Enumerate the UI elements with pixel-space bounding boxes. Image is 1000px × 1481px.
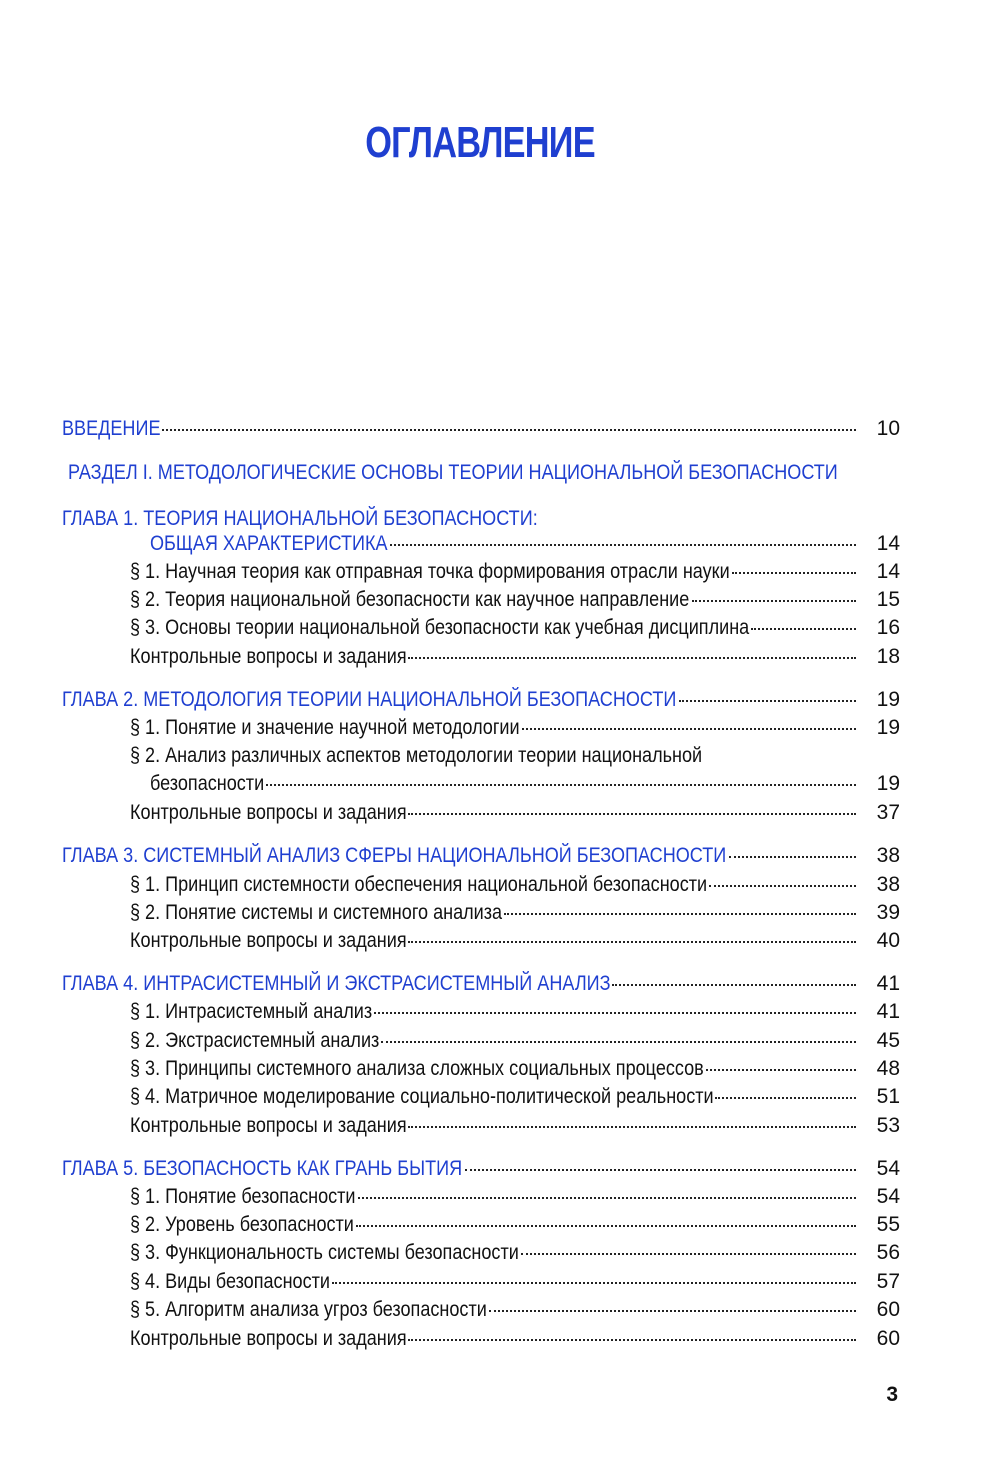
toc-entry-label: § 2. Экстрасистемный анализ: [130, 1029, 380, 1052]
toc-entry-chapter-1[interactable]: [0, 530, 1000, 558]
toc-entry[interactable]: [0, 586, 1000, 614]
dot-leader: [408, 940, 856, 943]
dot-leader: [709, 884, 856, 887]
toc-entry[interactable]: [0, 1268, 1000, 1296]
toc-entry-page: 45: [876, 1029, 900, 1052]
toc-entry[interactable]: [0, 1239, 1000, 1267]
dot-leader: [489, 1309, 856, 1312]
toc-entry-page: 14: [876, 560, 900, 583]
toc-entry[interactable]: [0, 614, 1000, 642]
toc-entry[interactable]: [0, 1211, 1000, 1239]
toc-entry-label: ГЛАВА 2. МЕТОДОЛОГИЯ ТЕОРИИ НАЦИОНАЛЬНОЙ БЕЗОПАСНОСТИ: [62, 688, 677, 711]
toc-entry-label: § 1. Принцип системности обеспечения национальной безопасности: [130, 873, 708, 896]
toc-entry[interactable]: [0, 1027, 1000, 1055]
toc-entry-page: 37: [876, 801, 900, 824]
toc-entry[interactable]: [0, 558, 1000, 586]
toc-entry[interactable]: [0, 643, 1000, 671]
toc-entry-page: 19: [876, 716, 900, 739]
toc-entry-page: 38: [876, 873, 900, 896]
toc-entry-chapter-2[interactable]: [0, 686, 1000, 714]
toc-entry-label: § 2. Теория национальной безопасности как научное направление: [130, 588, 690, 611]
toc-entry-page: 14: [876, 532, 900, 555]
toc-entry-intro[interactable]: [0, 415, 1000, 443]
toc-entry-label: ГЛАВА 3. СИСТЕМНЫЙ АНАЛИЗ СФЕРЫ НАЦИОНАЛЬНОЙ БЕЗОПАСНОСТИ: [62, 844, 727, 867]
dot-leader: [612, 983, 856, 986]
toc-entry-label: § 1. Понятие и значение научной методологии: [130, 716, 520, 739]
toc-entry[interactable]: [0, 799, 1000, 827]
toc-entry-page: 16: [876, 616, 900, 639]
toc-entry-page: 19: [876, 688, 900, 711]
toc-entry-page: 55: [876, 1213, 900, 1236]
section-heading[interactable]: РАЗДЕЛ I. МЕТОДОЛОГИЧЕСКИЕ ОСНОВЫ ТЕОРИИ НАЦИОНАЛЬНОЙ БЕЗОПАСНОСТИ: [68, 461, 838, 484]
toc-entry-page: 39: [876, 901, 900, 924]
dot-leader: [332, 1281, 856, 1284]
chapter-1-heading[interactable]: ГЛАВА 1. ТЕОРИЯ НАЦИОНАЛЬНОЙ БЕЗОПАСНОСТИ:: [62, 507, 538, 530]
toc-entry-chapter-4[interactable]: [0, 970, 1000, 998]
toc-entry-chapter-3[interactable]: [0, 842, 1000, 870]
dot-leader: [706, 1068, 856, 1071]
dot-leader: [679, 699, 856, 702]
toc-entry-label: ВВЕДЕНИЕ: [62, 417, 161, 440]
toc-entry[interactable]: [0, 1325, 1000, 1353]
toc-entry-page: 41: [876, 1000, 900, 1023]
toc-entry-page: 53: [876, 1114, 900, 1137]
dot-leader: [692, 599, 856, 602]
toc-entry-label: § 2. Уровень безопасности: [130, 1213, 354, 1236]
toc-entry-page: 41: [876, 972, 900, 995]
toc-entry-page: 15: [876, 588, 900, 611]
toc-entry[interactable]: [0, 927, 1000, 955]
toc-entry-chapter-5[interactable]: [0, 1155, 1000, 1183]
dot-leader: [729, 855, 856, 858]
toc-entry-page: 10: [876, 417, 900, 440]
dot-leader: [162, 428, 856, 431]
toc-entry-label: Контрольные вопросы и задания: [130, 645, 407, 668]
dot-leader: [390, 543, 856, 546]
toc-entry-label: безопасности: [150, 772, 265, 795]
toc-entry-label: § 4. Матричное моделирование социально-политической реальности: [130, 1085, 714, 1108]
toc-entry-page: 54: [876, 1157, 900, 1180]
dot-leader: [408, 1338, 856, 1341]
toc-entry-label: ГЛАВА 5. БЕЗОПАСНОСТЬ КАК ГРАНЬ БЫТИЯ: [62, 1157, 463, 1180]
toc-entry-label: § 1. Научная теория как отправная точка формирования отрасли науки: [130, 560, 730, 583]
toc-entry-page: 51: [876, 1085, 900, 1108]
toc-entry-page: 38: [876, 844, 900, 867]
toc-entry-page: 60: [876, 1298, 900, 1321]
toc-entry-label: Контрольные вопросы и задания: [130, 801, 407, 824]
toc-entry[interactable]: [0, 714, 1000, 742]
toc-entry-page: 54: [876, 1185, 900, 1208]
toc-entry-label: § 2. Анализ различных аспектов методологии теории национальной: [130, 744, 703, 767]
dot-leader: [374, 1011, 856, 1014]
dot-leader: [715, 1096, 856, 1099]
toc-entry-label: Контрольные вопросы и задания: [130, 1114, 407, 1137]
toc-entry-label: § 2. Понятие системы и системного анализа: [130, 901, 503, 924]
dot-leader: [266, 783, 856, 786]
toc-entry-label: § 3. Функциональность системы безопасности: [130, 1241, 519, 1264]
toc-entry[interactable]: [0, 1183, 1000, 1211]
toc-entry-label: ГЛАВА 4. ИНТРАСИСТЕМНЫЙ И ЭКСТРАСИСТЕМНЫЙ АНАЛИЗ: [62, 972, 611, 995]
dot-leader: [408, 1125, 856, 1128]
toc-entry[interactable]: [0, 1112, 1000, 1140]
page-number: 3: [886, 1383, 898, 1406]
dot-leader: [751, 627, 856, 630]
dot-leader: [732, 571, 856, 574]
toc-entry-label: § 3. Основы теории национальной безопасности как учебная дисциплина: [130, 616, 750, 639]
toc-entry-page: 57: [876, 1270, 900, 1293]
toc-entry-label: § 1. Интрасистемный анализ: [130, 1000, 373, 1023]
toc-entry[interactable]: [0, 1055, 1000, 1083]
toc-entry-label: Контрольные вопросы и задания: [130, 1327, 407, 1350]
toc-entry[interactable]: [0, 770, 1000, 798]
toc-entry[interactable]: [0, 871, 1000, 899]
toc-entry-label: ОБЩАЯ ХАРАКТЕРИСТИКА: [150, 532, 388, 555]
dot-leader: [381, 1040, 856, 1043]
toc-entry-page: 56: [876, 1241, 900, 1264]
toc-entry[interactable]: [0, 899, 1000, 927]
dot-leader: [408, 656, 856, 659]
toc-entry-page: 19: [876, 772, 900, 795]
dot-leader: [504, 912, 856, 915]
dot-leader: [408, 812, 856, 815]
toc-entry-label: § 5. Алгоритм анализа угроз безопасности: [130, 1298, 487, 1321]
dot-leader: [465, 1168, 856, 1171]
page-title: ОГЛАВЛЕНИЕ: [365, 118, 595, 167]
dot-leader: [358, 1196, 856, 1199]
toc-entry[interactable]: [0, 998, 1000, 1026]
toc-entry-wrap-line[interactable]: [0, 742, 1000, 770]
toc-entry-page: 48: [876, 1057, 900, 1080]
toc-entry-page: 18: [876, 645, 900, 668]
toc-entry-label: Контрольные вопросы и задания: [130, 929, 407, 952]
dot-leader: [356, 1224, 856, 1227]
toc-entry-label: § 1. Понятие безопасности: [130, 1185, 356, 1208]
toc-entry-page: 40: [876, 929, 900, 952]
toc-entry-label: § 3. Принципы системного анализа сложных социальных процессов: [130, 1057, 704, 1080]
toc-entry[interactable]: [0, 1296, 1000, 1324]
toc-entry-label: § 4. Виды безопасности: [130, 1270, 330, 1293]
dot-leader: [521, 1252, 856, 1255]
toc-entry[interactable]: [0, 1083, 1000, 1111]
dot-leader: [522, 727, 856, 730]
toc-entry-page: 60: [876, 1327, 900, 1350]
